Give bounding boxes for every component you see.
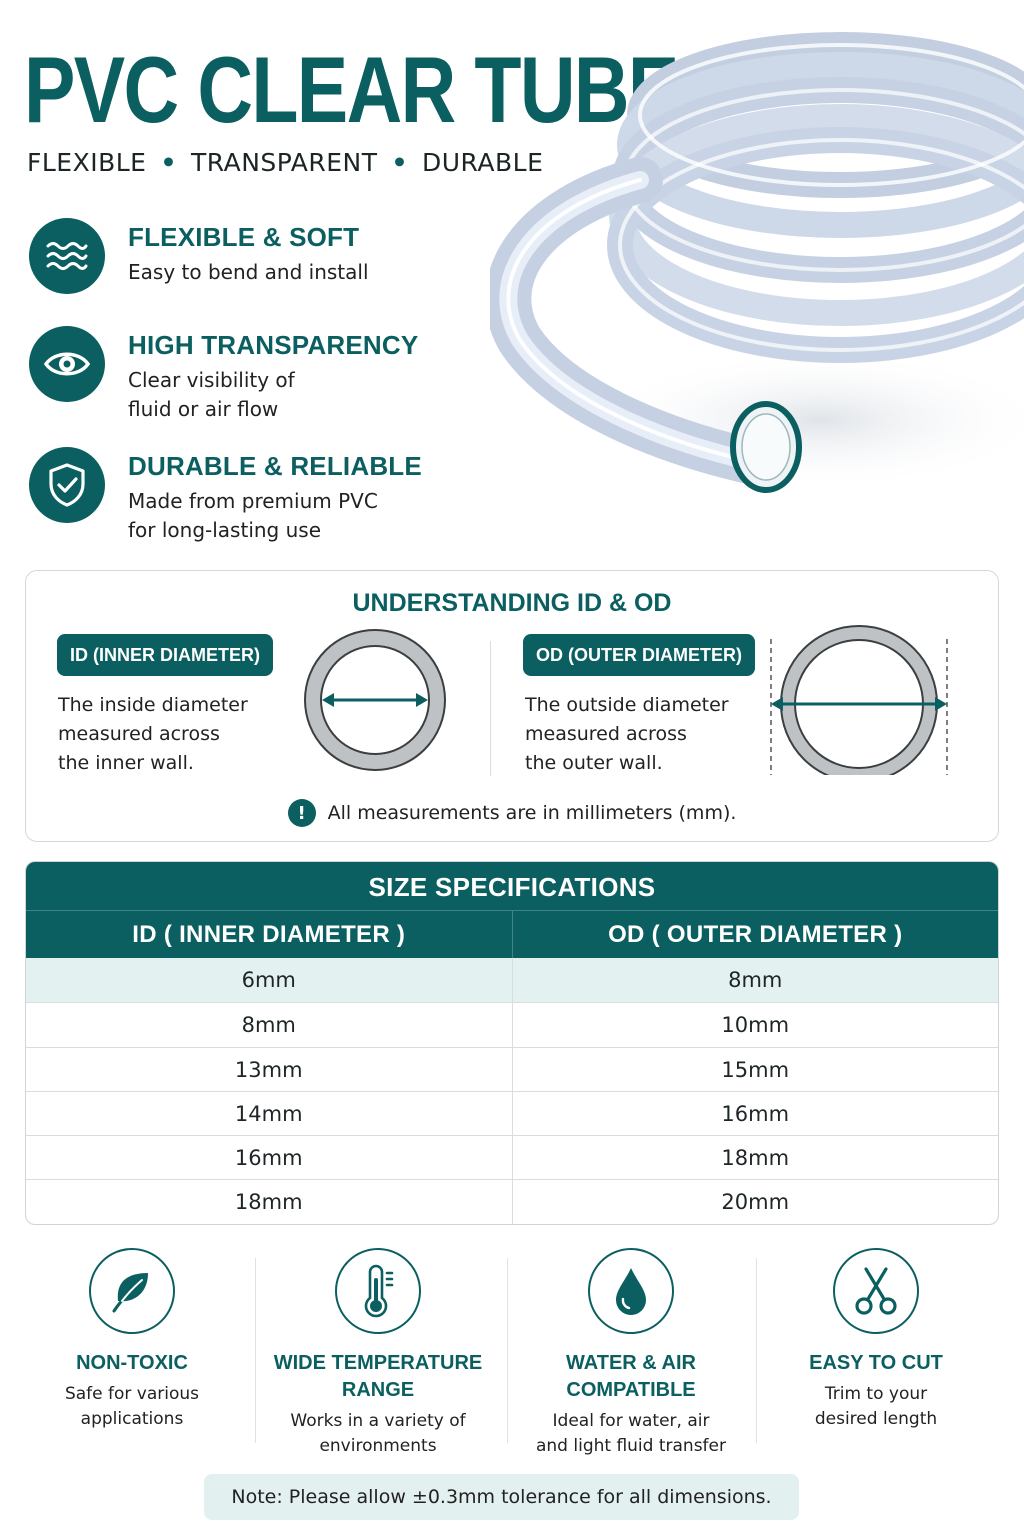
page-title: PVC CLEAR TUBE	[24, 37, 678, 142]
tagline-transparent: TRANSPARENT	[190, 148, 378, 177]
id-od-panel	[25, 570, 999, 842]
units-note-text: All measurements are in millimeters (mm).	[327, 802, 737, 824]
scissors-icon	[833, 1248, 919, 1334]
feature-durable	[29, 447, 489, 545]
od-label-badge: OD (OUTER DIAMETER)	[523, 634, 755, 676]
table-body	[26, 958, 998, 1224]
feature-title: FLEXIBLE & SOFT	[128, 222, 360, 252]
tagline-separator: •	[391, 148, 408, 177]
table-title: SIZE SPECIFICATIONS	[26, 862, 998, 910]
divider	[756, 1258, 757, 1443]
feature-water-air	[523, 1248, 739, 1459]
panel-divider	[490, 641, 491, 776]
od-description: The outside diameter measured across the outer wall.	[525, 694, 729, 774]
feature-flexible	[29, 218, 489, 294]
feature-desc: Safe for various applications	[64, 1384, 200, 1429]
cell-id: 6mm	[241, 968, 296, 992]
feature-transparency	[29, 326, 489, 424]
divider	[255, 1258, 256, 1443]
inner-diameter-diagram	[300, 625, 450, 775]
table-row	[26, 1135, 998, 1179]
feature-desc: Trim to your desired length	[814, 1384, 938, 1429]
feature-temperature	[262, 1248, 494, 1459]
cell-id: 14mm	[234, 1101, 303, 1126]
cell-id: 13mm	[234, 1057, 303, 1082]
cell-id: 16mm	[234, 1146, 303, 1171]
table-header	[26, 910, 998, 958]
divider	[507, 1258, 508, 1443]
table-row	[26, 1047, 998, 1091]
id-label-badge: ID (INNER DIAMETER)	[57, 634, 273, 676]
waves-icon	[29, 218, 105, 294]
eye-icon	[29, 326, 105, 402]
feature-title: WIDE TEMPERATURE RANGE	[273, 1352, 483, 1401]
feature-desc: Clear visibility of fluid or air flow	[128, 368, 295, 421]
thermometer-icon	[335, 1248, 421, 1334]
feature-title: EASY TO CUT	[809, 1352, 943, 1374]
outer-diameter-diagram	[764, 625, 954, 775]
units-note	[26, 799, 998, 827]
feature-desc: Easy to bend and install	[128, 260, 369, 284]
tagline-durable: DURABLE	[421, 148, 544, 177]
tagline-separator: •	[160, 148, 177, 177]
feature-title: WATER & AIR COMPATIBLE	[566, 1352, 696, 1401]
feature-non-toxic	[31, 1248, 233, 1432]
cell-od: 18mm	[512, 1136, 999, 1179]
table-row	[26, 1091, 998, 1135]
alert-icon: !	[288, 799, 316, 827]
shield-check-icon	[29, 447, 105, 523]
feature-desc: Works in a variety of environments	[290, 1411, 466, 1456]
table-row	[26, 958, 998, 1002]
column-header-od: OD ( OUTER DIAMETER )	[512, 911, 999, 958]
feature-desc: Made from premium PVC for long-lasting use	[128, 489, 378, 542]
feature-desc: Ideal for water, air and light fluid transfer	[535, 1411, 726, 1456]
cell-od: 16mm	[512, 1092, 999, 1135]
feature-title: DURABLE & RELIABLE	[128, 451, 422, 481]
cell-od: 8mm	[512, 958, 999, 1002]
id-description: The inside diameter measured across the inner wall.	[58, 694, 248, 774]
cell-id: 18mm	[234, 1190, 303, 1215]
water-drop-icon	[588, 1248, 674, 1334]
feature-title: HIGH TRANSPARENCY	[128, 330, 419, 360]
tagline-flexible: FLEXIBLE	[27, 148, 147, 177]
table-row	[26, 1179, 998, 1223]
panel-title: UNDERSTANDING ID & OD	[352, 589, 672, 617]
feature-title: NON-TOXIC	[76, 1352, 188, 1374]
cell-od: 20mm	[512, 1180, 999, 1223]
cell-od: 10mm	[512, 1003, 999, 1046]
leaf-icon	[89, 1248, 175, 1334]
table-row	[26, 1002, 998, 1046]
tube-coil-image	[490, 20, 1024, 550]
tagline	[27, 148, 543, 177]
tolerance-note: Note: Please allow ±0.3mm tolerance for all dimensions.	[204, 1474, 799, 1520]
size-specifications-table	[25, 861, 999, 1225]
cell-od: 15mm	[512, 1048, 999, 1091]
column-header-id: ID ( INNER DIAMETER )	[132, 921, 406, 948]
cell-id: 8mm	[241, 1013, 296, 1038]
feature-easy-to-cut	[776, 1248, 976, 1432]
